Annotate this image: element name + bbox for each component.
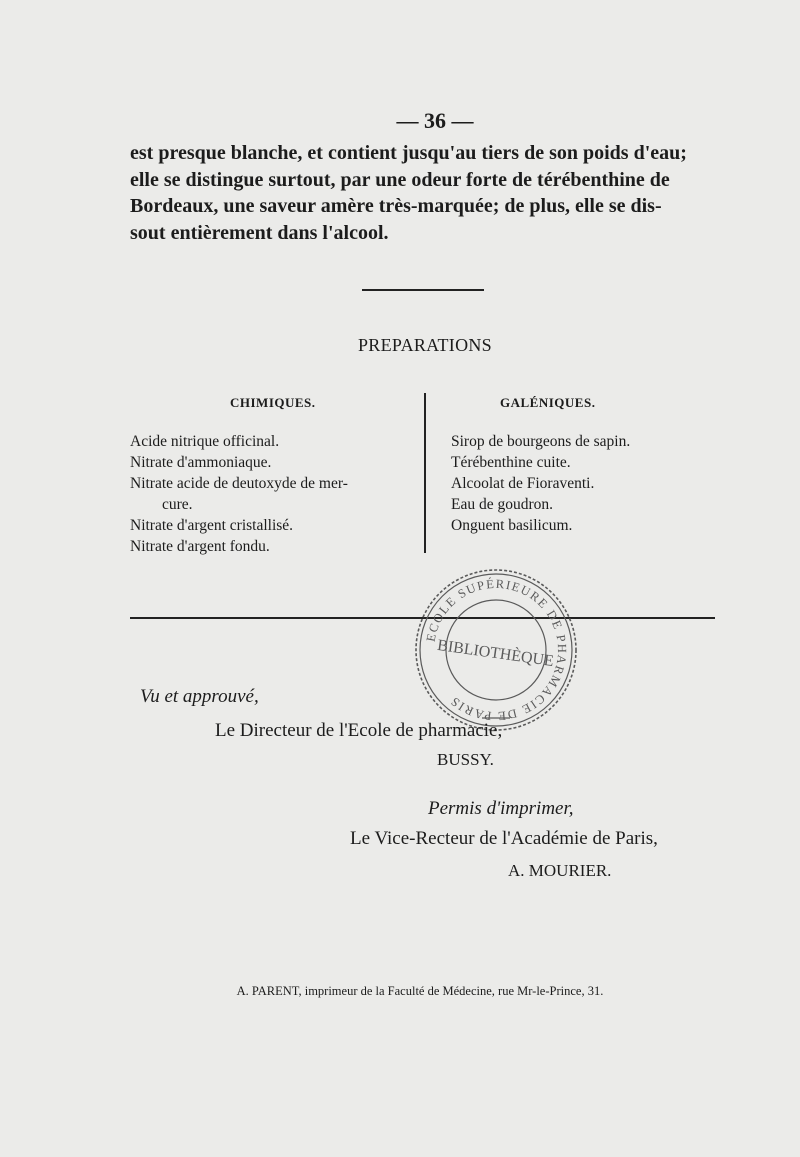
page-number: — 36 — (396, 108, 474, 133)
approval-director: Le Directeur de l'Ecole de pharmacie, (215, 720, 503, 741)
stamp-ring-text: ECOLE SUPÉRIEURE DE PHARMACIE DE PARIS (423, 576, 570, 724)
list-item: Nitrate acide de deutoxyde de mer- (130, 475, 348, 492)
body-paragraph (130, 140, 715, 246)
stamp-center-text: BIBLIOTHÈQUE (436, 636, 555, 671)
paragraph-line: Bordeaux, une saveur amère très-marquée; de plus, elle se dis- (130, 195, 662, 217)
list-item: Onguent basilicum. (451, 517, 573, 534)
section-heading: PREPARATIONS (358, 335, 492, 355)
list-item: Nitrate d'ammoniaque. (130, 454, 272, 471)
list-item: cure. (162, 496, 193, 513)
column-title-chimiques: CHIMIQUES. (230, 395, 316, 410)
library-stamp (412, 566, 580, 734)
list-item: Acide nitrique officinal. (130, 433, 280, 450)
approval-director-name: BUSSY. (437, 750, 494, 769)
approval-permis: Permis d'imprimer, (428, 798, 574, 819)
section-divider-short (362, 289, 484, 291)
approval-vice-recteur: Le Vice-Recteur de l'Académie de Paris, (350, 828, 658, 849)
list-item: Nitrate d'argent cristallisé. (130, 517, 294, 534)
column-title-galeniques: GALÉNIQUES. (500, 395, 596, 410)
chimiques-list (130, 431, 420, 557)
printer-footer: A. PARENT, imprimeur de la Faculté de Médecine, rue Mr-le-Prince, 31. (236, 984, 604, 998)
approval-vice-recteur-name: A. MOURIER. (508, 861, 612, 880)
list-item: Alcoolat de Fioraventi. (451, 475, 595, 492)
list-item: Térébenthine cuite. (451, 454, 571, 471)
paragraph-line: est presque blanche, et contient jusqu'au tiers de son poids d'eau; (130, 142, 687, 164)
paragraph-line: sout entièrement dans l'alcool. (130, 221, 389, 244)
list-item: Sirop de bourgeons de sapin. (451, 433, 631, 450)
paragraph-line: elle se distingue surtout, par une odeur forte de térébenthine de (130, 168, 670, 191)
list-item: Nitrate d'argent fondu. (130, 538, 270, 555)
galeniques-list (451, 431, 711, 536)
list-item: Eau de goudron. (451, 496, 554, 513)
column-divider (424, 393, 426, 553)
approval-vu: Vu et approuvé, (140, 686, 259, 707)
